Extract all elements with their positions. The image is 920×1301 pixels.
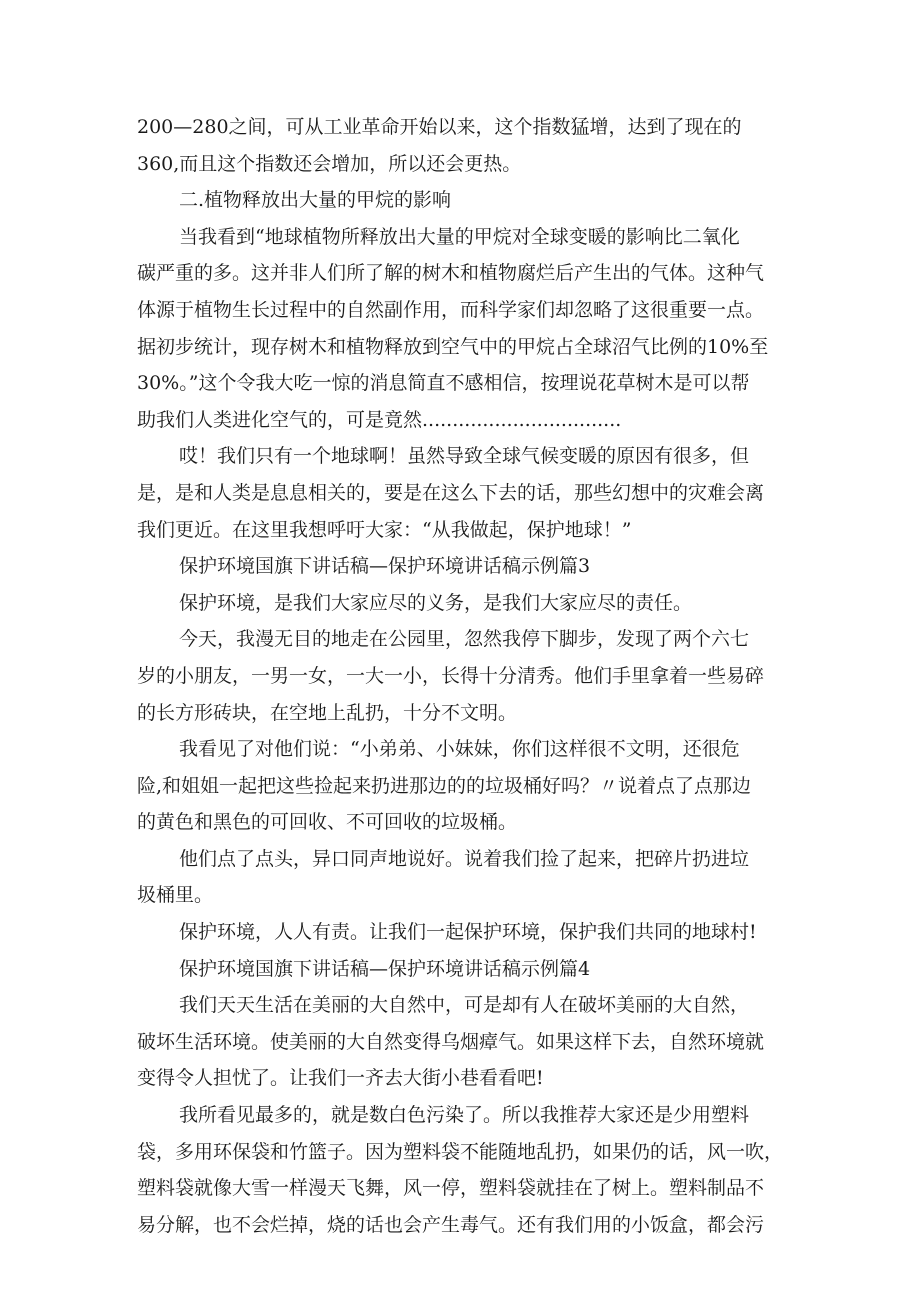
text-line: 险,和姐姐一起把这些捡起来扔进那边的的垃圾桶好吗？〃说着点了点那边: [137, 774, 752, 797]
text-line: 是，是和人类是息息相关的，要是在这么下去的话，那些幻想中的灾难会离: [137, 481, 765, 504]
text-line: 体源于植物生长过程中的自然副作用，而科学家们却忽略了这很重要一点。: [137, 298, 765, 321]
text-line: 我看见了对他们说：“小弟弟、小妹妹，你们这样很不文明，还很危: [179, 738, 740, 761]
text-line: 我们天天生活在美丽的大自然中，可是却有人在破坏美丽的大自然，: [179, 994, 750, 1017]
text-line: 保护环境，是我们大家应尽的义务，是我们大家应尽的责任。: [179, 591, 693, 614]
text-line: 破坏生活环境。使美丽的大自然变得乌烟瘴气。如果这样下去，自然环境就: [137, 1030, 765, 1053]
text-line: 变得令人担忧了。让我们一齐去大街小巷看看吧!: [137, 1067, 544, 1090]
text-line: 保护环境，人人有责。让我们一起保护环境，保护我们共同的地球村!: [179, 921, 757, 944]
text-line: 碳严重的多。这并非人们所了解的树木和植物腐烂后产生出的气体。这种气: [137, 262, 765, 285]
text-line: 200—280之间，可从工业革命开始以来，这个指数猛增，达到了现在的: [137, 116, 742, 138]
text-line: 的长方形砖块，在空地上乱扔，十分不文明。: [137, 701, 518, 724]
section-heading: 保护环境国旗下讲话稿—保护环境讲话稿示例篇4: [179, 957, 591, 980]
text-line: 圾桶里。: [137, 884, 214, 907]
text-line: 助我们人类进化空气的，可是竟然.................................: [137, 408, 622, 431]
text-line: 30%。”这个令我大吃一惊的消息简直不感相信，按理说花草树木是可以帮: [137, 372, 750, 395]
section-heading: 保护环境国旗下讲话稿—保护环境讲话稿示例篇3: [179, 555, 591, 578]
text-line: 岁的小朋友，一男一女，一大一小，长得十分清秀。他们手里拿着一些易碎: [137, 664, 765, 687]
text-line: 我们更近。在这里我想呼吁大家：“从我做起，保护地球！”: [137, 518, 632, 541]
text-line: 袋，多用环保袋和竹篮子。因为塑料袋不能随地乱扔，如果仍的话，风一吹，: [137, 1140, 784, 1163]
text-line: 哎！我们只有一个地球啊！虽然导致全球气候变暖的原因有很多，但: [179, 445, 750, 468]
text-line: 他们点了点头，异口同声地说好。说着我们捡了起来，把碎片扔进垃: [179, 847, 750, 870]
text-line: 我所看见最多的，就是数白色污染了。所以我推荐大家还是少用塑料: [179, 1104, 750, 1127]
text-line: 易分解，也不会烂掉，烧的话也会产生毒气。还有我们用的小饭盒，都会污: [137, 1213, 765, 1236]
text-line: 据初步统计，现存树木和植物释放到空气中的甲烷占全球沼气比例的10%至: [137, 335, 769, 358]
text-line: 塑料袋就像大雪一样漫天飞舞，风一停，塑料袋就挂在了树上。塑料制品不: [137, 1177, 765, 1200]
text-line: 360,而且这个指数还会增加，所以还会更热。: [137, 152, 522, 175]
document-body: [137, 109, 797, 1243]
text-line: 今天，我漫无目的地走在公园里，忽然我停下脚步，发现了两个六七: [179, 628, 750, 651]
text-line: 当我看到“地球植物所释放出大量的甲烷对全球变暖的影响比二氧化: [179, 225, 740, 248]
text-line: 的黄色和黑色的可回收、不可回收的垃圾桶。: [137, 811, 518, 834]
section-heading: 二.植物释放出大量的甲烷的影响: [179, 189, 452, 212]
